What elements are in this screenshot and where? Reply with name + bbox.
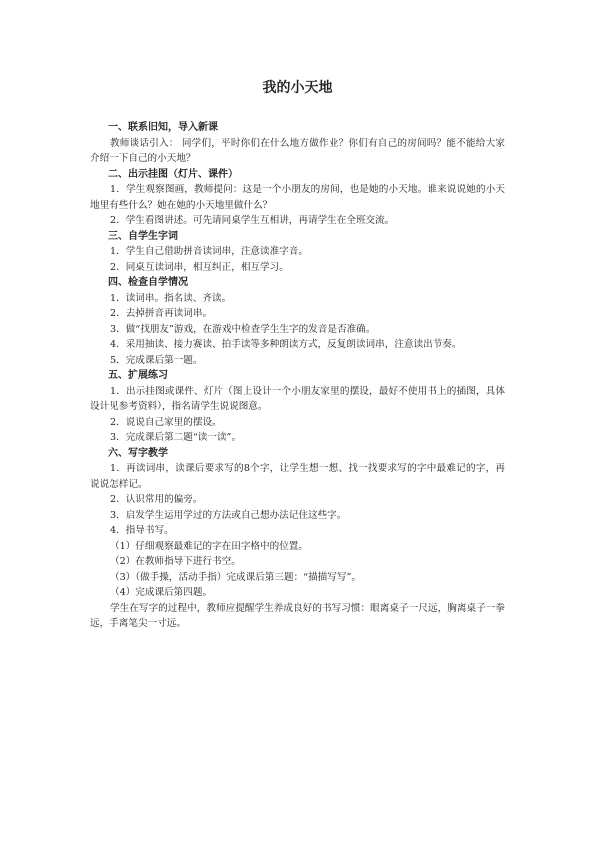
paragraph: 5．完成课后第一题。 <box>110 354 203 366</box>
section-heading: 五、扩展练习 <box>108 370 168 381</box>
section-4 <box>90 275 505 368</box>
paragraph: 4．采用抽读、接力赛读、拍手读等多种朗读方式，反复朗读词串，注意读出节奏。 <box>110 339 462 350</box>
paragraph: 2．去掉拼音再读词串。 <box>110 308 213 319</box>
section-3 <box>90 229 505 276</box>
paragraph: 1．再读词串，读课后要求写的8个字，让学生想一想、找一找要求写的字中最难记的字，再说说怎样记。 <box>90 463 505 490</box>
section-heading: 六、写字教学 <box>108 447 168 459</box>
paragraph: 3．完成课后第二题“读一读”。 <box>110 432 242 443</box>
section-1 <box>90 120 505 167</box>
paragraph: 2．同桌互读词串，相互纠正，相互学习。 <box>110 261 289 273</box>
paragraph: 1．出示挂图或课件、灯片（图上设计一个小朋友家里的摆设，最好不使用书上的插图，具体设计见参考资料），指名请学生说说图意。 <box>90 385 505 412</box>
paragraph: 1．学生观察图画，教师提问：这是一个小朋友的房间，也是她的小天地。谁来说说她的小天地里有些什么？她在她的小天地里做什么？ <box>90 184 505 211</box>
paragraph: 2．说说自己家里的摆设。 <box>110 416 222 428</box>
paragraph: 2．认识常用的偏旁。 <box>110 494 203 505</box>
section-heading: 三、自学生字词 <box>108 230 178 242</box>
paragraph: 学生在写字的过程中，教师应提醒学生养成良好的书写习惯：眼离桌子一尺远，胸离桌子一拳远，手离笔尖一寸远。 <box>90 602 505 629</box>
paragraph: 1．学生自己借助拼音读词串，注意读准字音。 <box>110 246 308 257</box>
paragraph: （2）在教师指导下进行书空。 <box>110 556 241 567</box>
paragraph: 3．做“找朋友”游戏，在游戏中检查学生生字的发音是否准确。 <box>110 323 376 335</box>
paragraph: 1．读词串。指名读、齐读。 <box>110 292 232 304</box>
section-heading: 四、检查自学情况 <box>108 277 188 288</box>
section-6 <box>90 446 505 632</box>
paragraph: 4．指导书写。 <box>110 525 174 536</box>
paragraph: （3）（做手操，活动手指）完成课后第三题：“描描写写”。 <box>110 571 361 583</box>
section-heading: 二、出示挂图（灯片、课件） <box>108 168 238 180</box>
paragraph: （4）完成课后第四题。 <box>110 587 213 598</box>
section-heading: 一、联系旧知，导入新课 <box>108 122 218 133</box>
paragraph: （1）仔细观察最难记的字在田字格中的位置。 <box>110 540 308 552</box>
paragraph: 2．学生看图讲述。可先请同桌学生互相讲，再请学生在全班交流。 <box>110 215 395 226</box>
paragraph: 教师谈话引入： 同学们，平时你们在什么地方做作业？你们有自己的房间吗？能不能给大家介绍一下自己的小天地？ <box>90 137 505 164</box>
section-5 <box>90 368 505 446</box>
document-title: 我的小天地 <box>262 80 333 96</box>
section-2 <box>90 167 505 229</box>
paragraph: 3．启发学生运用学过的方法或自己想办法记住这些字。 <box>110 509 347 521</box>
